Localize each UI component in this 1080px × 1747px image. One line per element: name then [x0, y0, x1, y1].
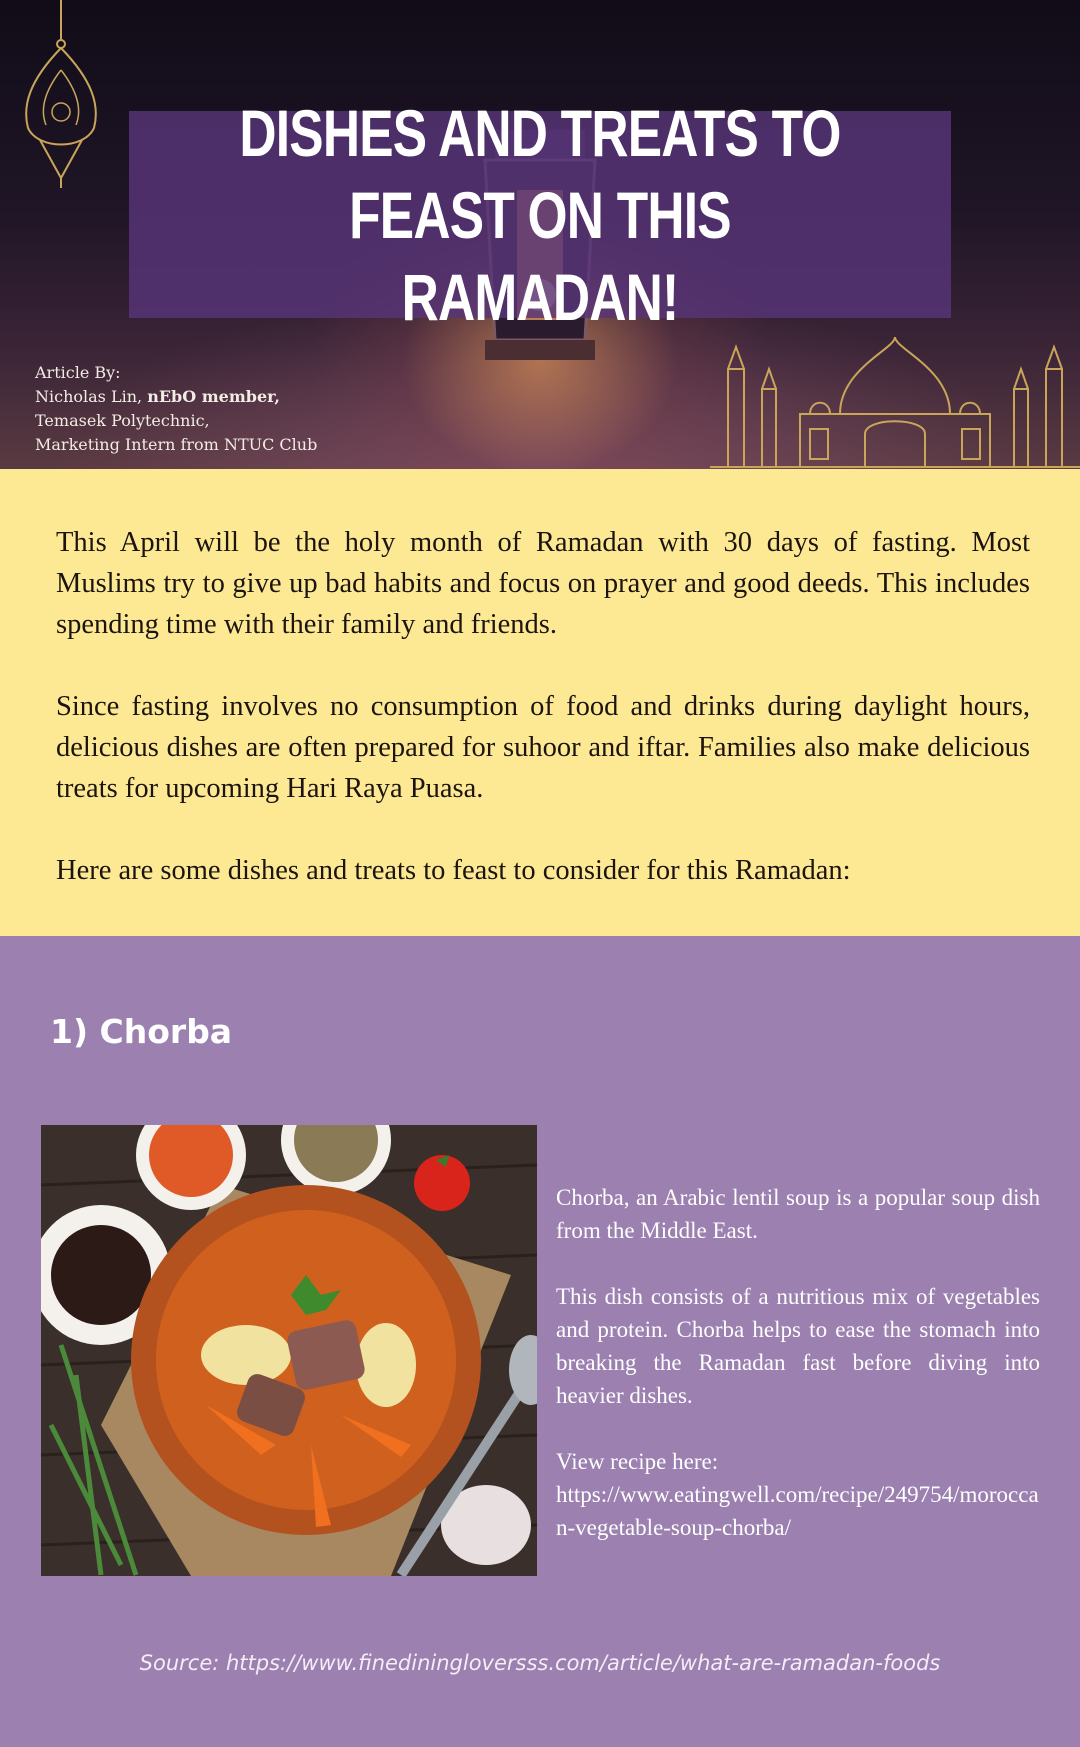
intro-paragraph: Here are some dishes and treats to feast to consider for this Ramadan: — [56, 855, 851, 886]
dish-heading: 1) Chorba — [50, 1012, 233, 1051]
intro-paragraph: This April will be the holy month of Ramadan with 30 days of fasting. Most Muslims try to give up bad habits and focus on prayer and good deeds. This includes spending time with their family and friends. — [56, 527, 1030, 640]
author-name: Nicholas Lin, — [35, 387, 143, 406]
author-school: Temasek Polytechnic, — [35, 411, 210, 430]
author-role: nEbO member, — [147, 387, 280, 406]
title-banner — [129, 95, 951, 334]
intro-paragraph: Since fasting involves no consumption of food and drinks during daylight hours, delicious dishes are often prepared for suhoor and iftar. Families also make delicious treats for upcoming Hari Raya Puasa. — [56, 691, 1030, 804]
hanging-lamp-icon — [20, 0, 102, 190]
chorba-soup-photo — [41, 1125, 537, 1576]
source-credit: Source: https://www.finediningloversss.com/article/what-are-ramadan-foods — [139, 1651, 941, 1675]
byline — [35, 361, 317, 457]
recipe-link[interactable]: https://www.eatingwell.com/recipe/249754/moroccan-vegetable-soup-chorba/ — [556, 1482, 1039, 1540]
author-position: Marketing Intern from NTUC Club — [35, 435, 318, 454]
recipe-label: View recipe here: — [556, 1449, 719, 1474]
dish-section — [0, 936, 1080, 1747]
intro-section — [0, 469, 1080, 936]
byline-author — [35, 385, 317, 409]
dish-summary: Chorba, an Arabic lentil soup is a popular soup dish from the Middle East. — [556, 1185, 1040, 1243]
dish-description — [556, 1181, 1040, 1544]
mosque-outline-icon — [710, 329, 1080, 469]
byline-label: Article By: — [35, 363, 121, 382]
page-title: DISHES AND TREATS TO FEAST ON THIS RAMADAN! — [239, 95, 841, 334]
dish-details: This dish consists of a nutritious mix of vegetables and protein. Chorba helps to ease the stomach into breaking the Ramadan fast before diving into heavier dishes. — [556, 1284, 1040, 1408]
hero-banner — [0, 0, 1080, 469]
